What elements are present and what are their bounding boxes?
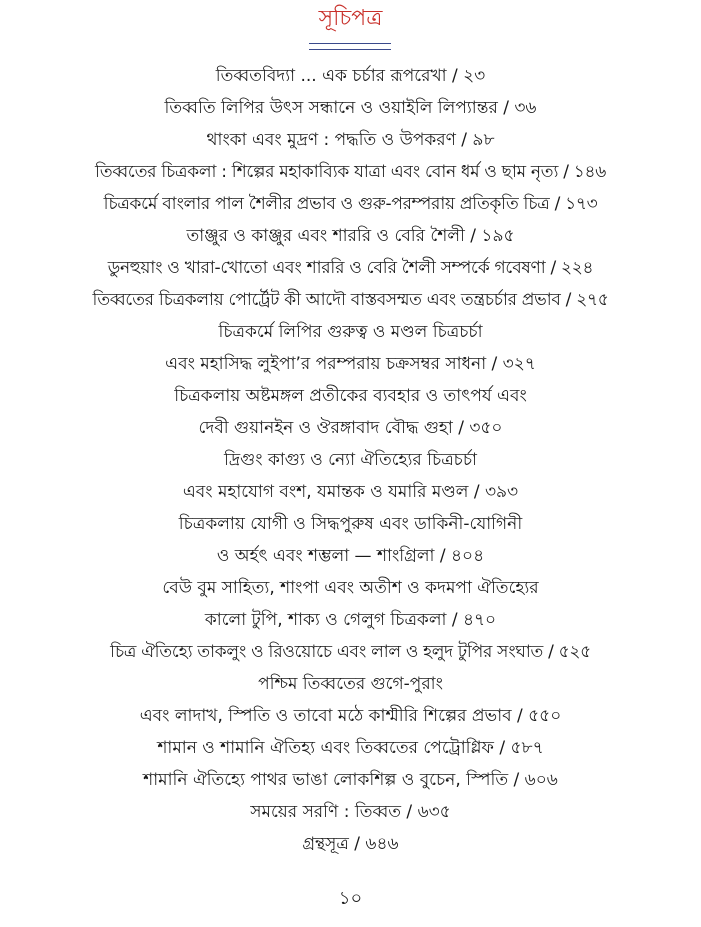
toc-line: চিত্রকর্মে লিপির গুরুত্ব ও মণ্ডল চিত্রচর্চা	[218, 322, 483, 342]
table-of-contents	[40, 60, 661, 860]
toc-line: চিত্রকর্মে বাংলার পাল শৈলীর প্রভাব ও গুরু-পরম্পরায় প্রতিকৃতি চিত্র / ১৭৩	[103, 194, 598, 214]
toc-line: তিব্বতের চিত্রকলায় পোর্ট্রেট কী আদৌ বাস্তবসম্মত এবং তন্ত্রচর্চার প্রভাব / ২৭৫	[92, 290, 609, 310]
toc-line: দ্রিগুং কাগ্যু ও ন্যো ঐতিহ্যের চিত্রচর্চা	[224, 450, 477, 470]
title-rule-lower	[309, 49, 391, 50]
toc-line: ও অর্হৎ এবং শম্ভলা — শাংগ্রিলা / ৪০৪	[216, 546, 485, 566]
toc-line: পশ্চিম তিব্বতের গুগে-পুরাং	[258, 674, 443, 694]
page-number: ১০	[338, 888, 363, 909]
toc-line: এবং লাদাখ, স্পিতি ও তাবো মঠে কাশ্মীরি শিল্পের প্রভাব / ৫৫০	[139, 706, 562, 726]
toc-line: তাঞ্জুর ও কাঞ্জুর এবং শাররি ও বেরি শৈলী / ১৯৫	[186, 226, 515, 246]
toc-line: চিত্রকলায় যোগী ও সিদ্ধপুরুষ এবং ডাকিনী-যোগিনী	[178, 514, 523, 534]
toc-line: কালো টুপি, শাক্য ও গেলুগ চিত্রকলা / ৪৭০	[204, 610, 497, 630]
toc-line: থাংকা এবং মুদ্রণ : পদ্ধতি ও উপকরণ / ৯৮	[206, 130, 495, 150]
toc-line: ডুনহুয়াং ও খারা-খোতো এবং শাররি ও বেরি শৈলী সম্পর্কে গবেষণা / ২২৪	[107, 258, 594, 278]
toc-line: দেবী গুয়ানইন ও ঔরঙ্গাবাদ বৌদ্ধ গুহা / ৩৫০	[198, 418, 503, 438]
toc-line: তিব্বতের চিত্রকলা : শিল্পের মহাকাব্যিক যাত্রা এবং বোন ধর্ম ও ছাম নৃত্য / ১৪৬	[95, 162, 606, 182]
toc-line: তিব্বতবিদ্যা ... এক চর্চার রূপরেখা / ২৩	[215, 66, 486, 86]
title-rule-upper	[309, 43, 391, 44]
toc-line: গ্রন্থসূত্র / ৬৪৬	[302, 834, 399, 854]
page-title: সূচিপত্র	[318, 6, 383, 31]
toc-line: চিত্রকলায় অষ্টমঙ্গল প্রতীকের ব্যবহার ও তাৎপর্য এবং	[174, 386, 527, 406]
toc-line: বেউ বুম সাহিত্য, শাংপা এবং অতীশ ও কদমপা ঐতিহ্যের	[162, 578, 539, 598]
toc-line: এবং মহাসিদ্ধ লুইপা’র পরম্পরায় চক্রসম্বর সাধনা / ৩২৭	[165, 354, 536, 374]
toc-line: শামানি ঐতিহ্যে পাথর ভাঙা লোকশিল্প ও বুচেন, স্পিতি / ৬০৬	[143, 770, 558, 790]
toc-line: শামান ও শামানি ঐতিহ্য এবং তিব্বতের পেট্রোগ্লিফ / ৫৮৭	[157, 738, 544, 758]
toc-line: তিব্বতি লিপির উৎস সন্ধানে ও ওয়াইলি লিপ্যান্তর / ৩৬	[164, 98, 537, 118]
toc-line: সময়ের সরণি : তিব্বত / ৬৩৫	[250, 802, 451, 822]
toc-line: চিত্র ঐতিহ্যে তাকলুং ও রিওয়োচে এবং লাল ও হলুদ টুপির সংঘাত / ৫২৫	[110, 642, 591, 662]
toc-line: এবং মহাযোগ বংশ, যমান্তক ও যমারি মণ্ডল / ৩৯৩	[182, 482, 519, 502]
